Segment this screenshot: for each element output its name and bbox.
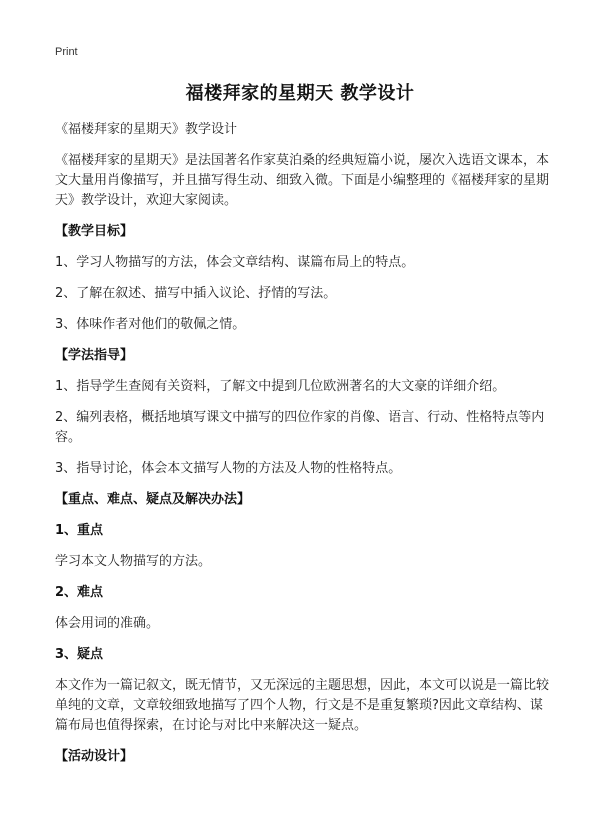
article-intro: 《福楼拜家的星期天》是法国著名作家莫泊桑的经典短篇小说，屡次入选语文课本，本文大量用肖像描写，并且描写得生动、细致入微。下面是小编整理的《福楼拜家的星期天》教学设计，欢迎大家阅读。 <box>55 153 550 208</box>
goal-item: 2、了解在叙述、描写中插入议论、抒情的写法。 <box>55 286 337 301</box>
guidance-item: 3、指导讨论，体会本文描写人物的方法及人物的性格特点。 <box>55 461 402 476</box>
difficulty-label: 2、难点 <box>55 585 104 600</box>
section-heading-guidance: 【学法指导】 <box>55 348 134 363</box>
doubt-label: 3、疑点 <box>55 647 104 662</box>
article-body <box>55 120 555 778</box>
print-link[interactable]: Print <box>55 46 78 58</box>
guidance-item: 1、指导学生查阅有关资料，了解文中提到几位欧洲著名的大文豪的详细介绍。 <box>55 379 506 394</box>
goal-item: 1、学习人物描写的方法，体会文章结构、谋篇布局上的特点。 <box>55 255 415 270</box>
focus-text: 学习本文人物描写的方法。 <box>55 554 212 569</box>
guidance-item: 2、编列表格，概括地填写课文中描写的四位作家的肖像、语言、行动、性格特点等内容。 <box>55 410 545 445</box>
difficulty-text: 体会用词的准确。 <box>55 616 160 631</box>
doubt-text: 本文作为一篇记叙文，既无情节，又无深远的主题思想，因此，本文可以说是一篇比较单纯的文章，文章较细致地描写了四个人物，行文是不是重复繁琐?因此文章结构、谋篇布局也值得探索，在讨论与对比中来解决这一疑点。 <box>55 678 550 733</box>
focus-label: 1、重点 <box>55 523 104 538</box>
goal-item: 3、体味作者对他们的敬佩之情。 <box>55 317 246 332</box>
section-heading-keypoints: 【重点、难点、疑点及解决办法】 <box>55 492 251 507</box>
page-title: 福楼拜家的星期天 教学设计 <box>185 83 415 104</box>
section-heading-goals: 【教学目标】 <box>55 224 134 239</box>
section-heading-activity: 【活动设计】 <box>55 749 134 764</box>
article-subtitle: 《福楼拜家的星期天》教学设计 <box>55 122 238 137</box>
